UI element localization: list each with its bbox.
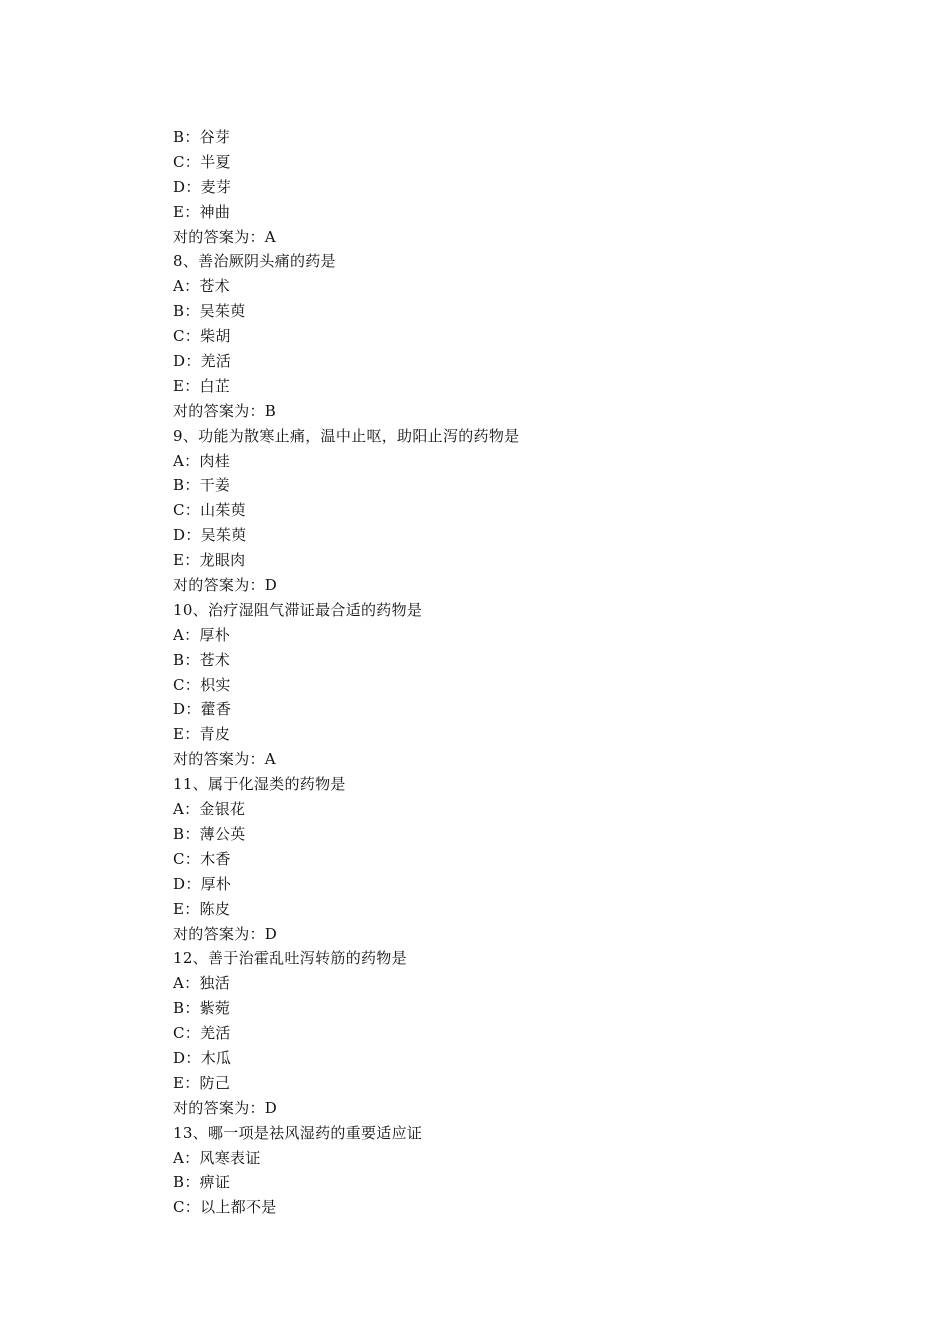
option-line: B：痹证	[173, 1173, 231, 1192]
answer-line: 对的答案为：D	[173, 924, 278, 943]
option-line: E：白芷	[173, 376, 231, 395]
option-line: B：薄公英	[173, 824, 246, 843]
option-line: E：龙眼肉	[173, 551, 246, 570]
option-line: B：干姜	[173, 476, 231, 495]
answer-line: 对的答案为：D	[173, 1098, 278, 1117]
option-line: B：苍术	[173, 650, 231, 669]
answer-line: 对的答案为：D	[173, 576, 278, 595]
option-line: E：陈皮	[173, 899, 231, 918]
option-line: D：羌活	[173, 352, 232, 371]
option-line: D：藿香	[173, 700, 232, 719]
option-line: B：谷芽	[173, 128, 231, 146]
option-line: D：吴茱萸	[173, 526, 247, 545]
option-line: C：柴胡	[173, 327, 231, 346]
question-line: 12、善于治霍乱吐泻转筋的药物是	[173, 949, 407, 968]
option-line: B：吴茱萸	[173, 302, 246, 321]
question-line: 10、治疗湿阻气滞证最合适的药物是	[173, 600, 423, 619]
answer-line: 对的答案为：B	[173, 401, 277, 420]
option-line: D：麦芽	[173, 177, 232, 196]
option-line: C：山茱萸	[173, 501, 246, 520]
option-line: C：半夏	[173, 152, 231, 171]
question-line: 11、属于化湿类的药物是	[173, 775, 346, 794]
answer-line: 对的答案为：A	[173, 750, 276, 769]
option-line: C：羌活	[173, 1024, 231, 1043]
option-line: A：厚朴	[173, 625, 231, 644]
option-line: A：金银花	[173, 800, 246, 819]
option-line: C：枳实	[173, 675, 231, 694]
option-line: E：青皮	[173, 725, 231, 744]
option-line: B：紫菀	[173, 999, 231, 1018]
question-line: 9、功能为散寒止痛，温中止呕，助阳止泻的药物是	[173, 426, 520, 445]
question-line: 8、善治厥阴头痛的药是	[173, 252, 336, 271]
option-line: A：苍术	[173, 277, 231, 296]
question-line: 13、哪一项是祛风湿药的重要适应证	[173, 1123, 423, 1142]
option-line: A：肉桂	[173, 451, 231, 470]
option-line: C：木香	[173, 849, 231, 868]
option-line: C：以上都不是	[173, 1198, 277, 1217]
option-line: A：风寒表证	[173, 1148, 261, 1167]
option-line: D：木瓜	[173, 1048, 232, 1067]
option-line: A：独活	[173, 974, 231, 993]
option-line: E：神曲	[173, 202, 231, 221]
option-line: D：厚朴	[173, 874, 232, 893]
option-line: E：防己	[173, 1073, 231, 1092]
answer-line: 对的答案为：A	[173, 227, 276, 246]
question-text-block	[173, 125, 873, 1220]
